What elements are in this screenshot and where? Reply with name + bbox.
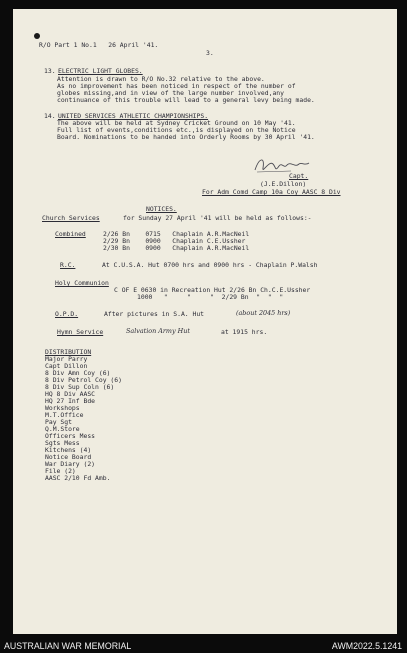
distribution-item: War Diary (2)	[45, 460, 96, 468]
item-13-number: 13.	[44, 67, 56, 75]
page-number: 3.	[206, 49, 214, 57]
signature-for-line: For Adm Comd Camp 10a Coy AASC 8 Div	[202, 188, 341, 196]
distribution-item: Sgts Mess	[45, 439, 80, 447]
combined-row: 2/30 Bn 0900 Chaplain A.R.MacNeil	[103, 244, 250, 252]
distribution-item: Pay Sgt	[45, 418, 72, 426]
distribution-item: Workshops	[45, 404, 80, 412]
distribution-title: DISTRIBUTION	[45, 348, 92, 356]
header-reference: R/O Part 1 No.1 26 April '41.	[39, 41, 159, 49]
holy-communion-line: 1000 " " " 2/29 Bn " " "	[137, 293, 284, 301]
opd-handwritten-note: (about 2045 hrs)	[236, 309, 291, 317]
combined-row: 2/26 Bn 0715 Chaplain A.R.MacNeil	[103, 230, 250, 238]
distribution-item: Major Parry	[45, 355, 88, 363]
holy-communion-label: Holy Communion	[55, 279, 109, 287]
church-services-text: for Sunday 27 April '41 will be held as follows:-	[123, 214, 312, 222]
item-13-line: continuance of this trouble will lead to a general levy being made.	[57, 96, 315, 104]
opd-text: After pictures in S.A. Hut	[104, 310, 205, 318]
signature-rank: Capt.	[289, 172, 309, 180]
distribution-item: Q.M.Store	[45, 425, 80, 433]
distribution-item: 8 Div Amn Coy (6)	[45, 369, 111, 377]
combined-row: 2/29 Bn 0900 Chaplain C.E.Ussher	[103, 237, 246, 245]
document-page	[13, 9, 397, 634]
distribution-item: AASC 2/10 Fd Amb.	[45, 474, 111, 482]
institution-name: AUSTRALIAN WAR MEMORIAL	[4, 641, 132, 651]
item-13-line: globes missing,and in view of the large number involved,any	[57, 89, 285, 97]
distribution-item: 8 Div Petrol Coy (6)	[45, 376, 122, 384]
distribution-item: HQ 8 Div AASC	[45, 390, 96, 398]
item-14-line: The above will be held at Sydney Cricket Ground on 10 May '41.	[57, 119, 296, 127]
distribution-item: Notice Board	[45, 453, 92, 461]
item-13-line: As no improvement has been noticed in respect of the number of	[57, 82, 296, 90]
distribution-item: M.T.Office	[45, 411, 84, 419]
punch-hole-mark	[34, 33, 40, 39]
distribution-item: Capt Dillon	[45, 362, 88, 370]
distribution-item: File (2)	[45, 467, 76, 475]
rc-label: R.C.	[60, 261, 76, 269]
item-14-line: Full list of events,conditions etc.,is displayed on the Notice	[57, 126, 296, 134]
combined-label: Combined	[55, 230, 86, 238]
archive-footer	[0, 639, 407, 653]
distribution-item: Officers Mess	[45, 432, 96, 440]
item-14-line: Board. Nominations to be handed into Orderly Rooms by 30 April '41.	[57, 133, 315, 141]
holy-communion-line: C OF E 0630 in Recreation Hut 2/26 Bn Ch.C.E.Ussher	[114, 286, 311, 294]
hymn-service-label: Hymn Service	[57, 328, 104, 336]
notices-title: NOTICES.	[146, 205, 177, 213]
distribution-item: 8 Div Sup Coln (6)	[45, 383, 115, 391]
church-services-label: Church Services	[42, 214, 100, 222]
opd-label: O.P.D.	[55, 310, 79, 318]
hymn-handwritten-location: Salvation Army Hut	[126, 327, 190, 335]
distribution-item: HQ 27 Inf Bde	[45, 397, 96, 405]
signature-name: (J.E.Dillon)	[260, 180, 307, 188]
rc-text: At C.U.S.A. Hut 0700 hrs and 0900 hrs - Chaplain P.Walsh	[102, 261, 318, 269]
item-13-title: ELECTRIC LIGHT GLOBES.	[58, 67, 143, 75]
item-13-line: Attention is drawn to R/O No.32 relative to the above.	[57, 75, 265, 83]
hymn-service-text: at 1915 hrs.	[221, 328, 268, 336]
accession-number: AWM2022.5.1241	[331, 641, 402, 651]
item-14-title: UNITED SERVICES ATHLETIC CHAMPIONSHIPS.	[58, 112, 209, 120]
distribution-item: Kitchens (4)	[45, 446, 92, 454]
item-14-number: 14.	[44, 112, 56, 120]
